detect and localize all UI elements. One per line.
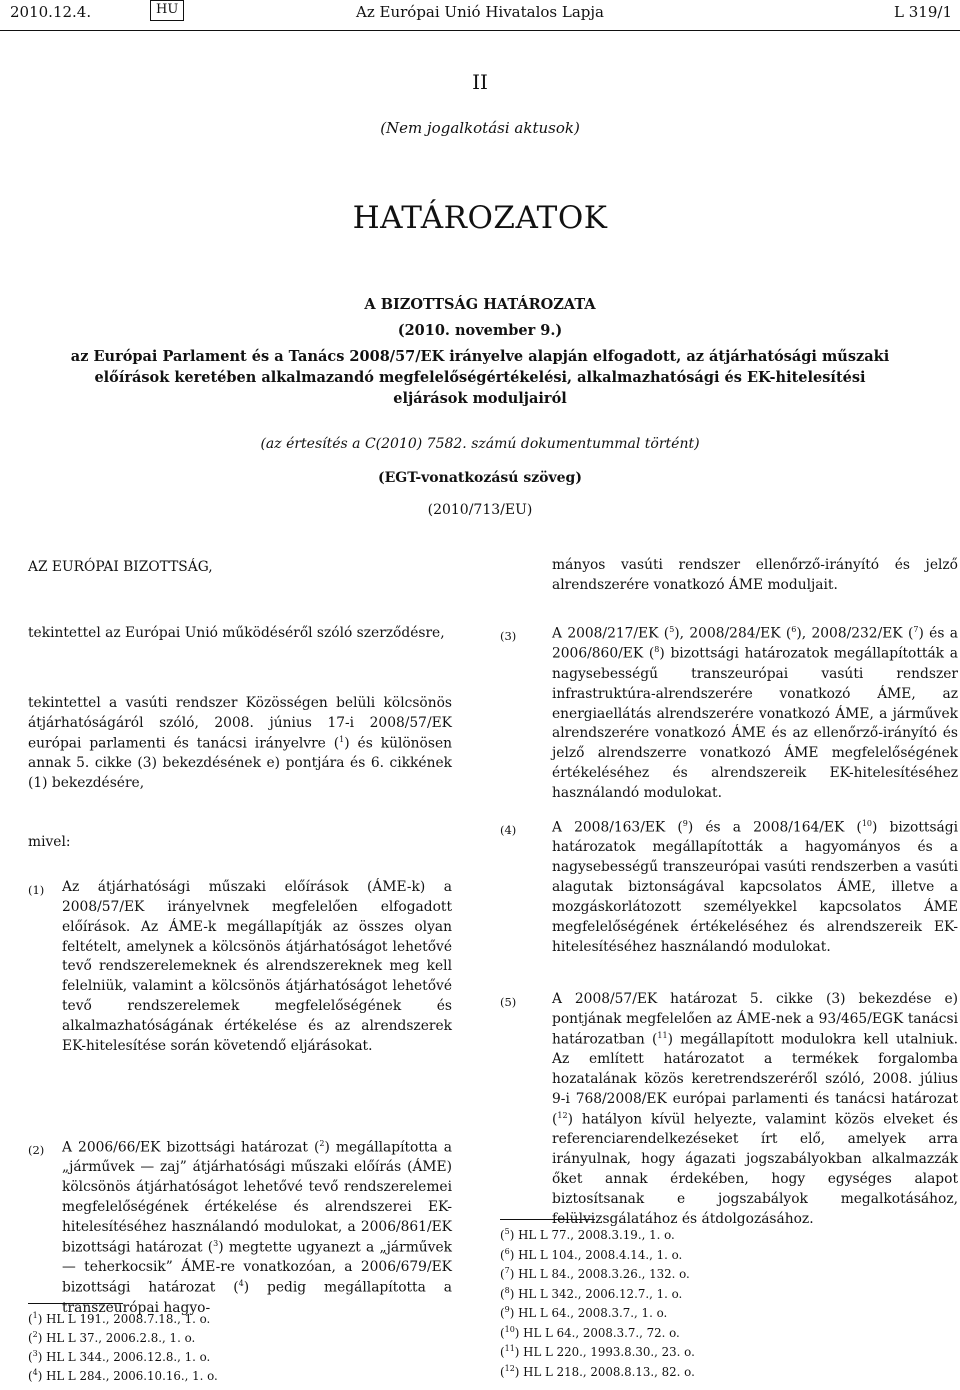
footnote: ($^6$) HL L 104., 2008.4.14., 1. o. xyxy=(500,1246,683,1262)
footnote-text: HL L 64., 2008.3.7., 72. o. xyxy=(523,1325,680,1340)
footnote: ($^8$) HL L 342., 2006.12.7., 1. o. xyxy=(500,1285,683,1301)
recital-3: A 2008/217/EK ($^5$), 2008/284/EK ($^6$), 2008/232/EK ($^7$) és a 2006/860/EK ($^8$) bizottsági határozatok megállapították a nagysebességű transzeurópai vasúti rendszer infrastruktúra-alrendszerére vonatkozó ÁME, az energiaellátás alrendszerére vonatkozó ÁME, a járművek alrendszerére vonatkozó ÁME és az ellenőrző-irányító és jelző alrendszerre vonatkozó ÁME megfelelőségének értékeléséhez és alrendszereik EK-hitelesítéséhez használandó modulokat. xyxy=(552,625,958,802)
whereas-label: mivel: xyxy=(28,834,71,850)
footnote-number: 9 xyxy=(504,1305,510,1314)
footnote-number: 1 xyxy=(32,1311,38,1320)
footnote-text: HL L 104., 2008.4.14., 1. o. xyxy=(518,1247,683,1262)
recital-number: (3) xyxy=(500,629,517,643)
footnote-text: HL L 342., 2006.12.7., 1. o. xyxy=(518,1286,683,1301)
footnote-ref: 10 xyxy=(861,819,872,828)
decision-reference: (2010/713/EU) xyxy=(427,502,533,518)
footnote-ref: 11 xyxy=(657,1030,668,1040)
non-legislative-label: (Nem jogalkotási aktusok) xyxy=(380,119,580,137)
footnote: ($^7$) HL L 84., 2008.3.26., 132. o. xyxy=(500,1266,690,1281)
footnote-number: 4 xyxy=(32,1368,38,1377)
decision-date: (2010. november 9.) xyxy=(397,322,563,339)
recital-2-continuation: mányos vasúti rendszer ellenőrző-irányító és jelző alrendszerére vonatkozó ÁME moduljait. xyxy=(552,557,958,593)
footnote-number: 12 xyxy=(504,1363,515,1373)
footnote: ($^{10}$) HL L 64., 2008.3.7., 72. o. xyxy=(500,1324,680,1340)
recital-number: (4) xyxy=(500,823,517,837)
section-title: HATÁROZATOK xyxy=(352,200,608,236)
part-number: II xyxy=(472,70,488,94)
notification-note: (az értesítés a C(2010) 7582. számú dokumentummal történt) xyxy=(260,436,700,452)
footnote-text: HL L 84., 2008.3.26., 132. o. xyxy=(518,1266,690,1281)
footnote-ref: 2 xyxy=(319,1139,325,1148)
footnote: ($^9$) HL L 64., 2008.3.7., 1. o. xyxy=(500,1305,668,1320)
footnote-number: 2 xyxy=(32,1330,38,1339)
having-regard-directive: tekintettel a vasúti rendszer Közösségen belüli kölcsönös átjárhatóságáról szóló, 2008. június 17-i 2008/57/EK európai parlamenti és tanácsi irányelvre ($^1$) és különösen annak 5. cikke (3) bekezdésének e) pontjára és 6. cikkének (1) bekezdésére, xyxy=(28,695,452,792)
footnote-divider xyxy=(28,1303,123,1304)
footnote-divider xyxy=(500,1219,595,1220)
footnote-number: 10 xyxy=(504,1324,515,1334)
journal-title: Az Európai Unió Hivatalos Lapja xyxy=(356,3,604,21)
commission-heading: AZ EURÓPAI BIZOTTSÁG, xyxy=(28,559,213,575)
recital-2: A 2006/66/EK bizottsági határozat ($^2$) megállapította a „járművek — zaj” átjárhatósági műszaki előírás (ÁME) kölcsönös átjárhatóságot lehetővé tevő rendszerelemei megfelelőségének értékelése és alrendszerei EK-hitelesítéséhez használandó modulokat, a 2006/861/EK bizottsági határozat ($^3$) megtette ugyanezt a „járművek — teherkocsik” ÁME-re vonatkozóan, a 2006/679/EK bizottsági határozat ($^4$) pedig megállapította a transzeurópai hagyo- xyxy=(62,1139,453,1316)
footnote: ($^{11}$) HL L 220., 1993.8.30., 23. o. xyxy=(500,1344,695,1359)
footnote-number: 7 xyxy=(504,1266,510,1275)
footnote-number: 3 xyxy=(32,1349,38,1358)
page-reference: L 319/1 xyxy=(894,3,952,21)
recital-4: A 2008/163/EK ($^9$) és a 2008/164/EK ($^{10}$) bizottsági határozatok megállapították a hagyományos és a nagysebességű transzeurópai vasúti rendszerben a vasúti alagutak biztonságával kapcsolatos ÁME, illetve a mozgáskorlátozott személyekkel kapcsolatos ÁME megfelelőségének értékeléséhez és alrendszereik EK-hitelesítéséhez használandó modulokat. xyxy=(552,819,958,955)
eea-relevance: (EGT-vonatkozású szöveg) xyxy=(378,470,582,486)
footnote-number: 5 xyxy=(504,1227,510,1236)
footnote-text: HL L 37., 2006.2.8., 1. o. xyxy=(46,1330,196,1345)
footnote-text: HL L 191., 2008.7.18., 1. o. xyxy=(46,1311,211,1326)
publication-date: 2010.12.4. xyxy=(10,3,92,21)
footnote: ($^{12}$) HL L 218., 2008.8.13., 82. o. xyxy=(500,1363,695,1379)
footnote-ref: 3 xyxy=(213,1238,219,1248)
footnote-ref: 8 xyxy=(654,645,660,655)
footnote: ($^5$) HL L 77., 2008.3.19., 1. o. xyxy=(500,1227,675,1242)
footnote: ($^3$) HL L 344., 2006.12.8., 1. o. xyxy=(28,1349,211,1364)
footnote-text: HL L 284., 2006.10.16., 1. o. xyxy=(46,1368,218,1383)
footnote-number: 11 xyxy=(504,1344,515,1353)
footnote-ref: 1 xyxy=(339,734,345,744)
footnote-text: HL L 77., 2008.3.19., 1. o. xyxy=(518,1227,675,1242)
recital-1: Az átjárhatósági műszaki előírások (ÁME-k) a 2008/57/EK irányelvnek megfelelően elfogadott előírások. Az ÁME-k megállapítják az összes olyan feltételt, amelynek a kölcsönös átjárhatóságot lehetővé tevő rendszerelemeknek és alrendszereknek meg kell felelniük, valamint a kölcsönös átjárhatóságot lehetővé tevő rendszerelemek megfelelőségének és alkalmazhatóságának értékelése és az alrendszerek EK-hitelesítése során követendő eljárásokat. xyxy=(62,879,452,1054)
footnote-text: HL L 344., 2006.12.8., 1. o. xyxy=(46,1349,211,1364)
footnote-ref: 5 xyxy=(669,625,675,634)
decision-subject: az Európai Parlament és a Tanács 2008/57/EK irányelve alapján elfogadott, az átjárhatósági műszaki előírások keretében alkalmazandó megfelelőségértékelési, alkalmazhatósági és EK-hitelesítési eljárások moduljairól xyxy=(70,348,890,408)
footnote-ref: 12 xyxy=(557,1110,568,1120)
recital-number: (5) xyxy=(500,995,517,1009)
footnote-text: HL L 220., 1993.8.30., 23. o. xyxy=(523,1344,695,1359)
header-divider xyxy=(0,30,960,31)
recital-number: (2) xyxy=(28,1143,45,1157)
footnote: ($^1$) HL L 191., 2008.7.18., 1. o. xyxy=(28,1311,211,1326)
language-badge: HU xyxy=(150,0,184,21)
recital-5: A 2008/57/EK határozat 5. cikke (3) bekezdése e) pontjának megfelelően az ÁME-nek a 93/465/EGK tanácsi határozatban ($^{11}$) megállapított modulokra kell utalniuk. Az említett határozatot a termékek forgalomba hozatalának közös keretrendszeréről szóló, 2008. július 9-i 768/2008/EK európai parlamenti és tanácsi határozat ($^{12}$) hatályon kívül helyezte, valamint közös elveket és referenciarendelkezéseket írt elő, amelyek arra irányulnak, hogy ágazati jogszabályokban alkalmazzák őket annak érdekében, hogy egységes alapot biztosítsanak e jogszabályok megalkotásához, felülvizsgálatához és átdolgozásához. xyxy=(552,991,958,1227)
footnote-ref: 9 xyxy=(682,819,688,828)
footnote-text: HL L 218., 2008.8.13., 82. o. xyxy=(523,1364,695,1379)
decision-title: A BIZOTTSÁG HATÁROZATA xyxy=(364,296,596,313)
footnote-ref: 6 xyxy=(791,625,797,634)
footnote-text: HL L 64., 2008.3.7., 1. o. xyxy=(518,1305,668,1320)
recital-number: (1) xyxy=(28,883,45,897)
footnote-number: 6 xyxy=(504,1246,510,1256)
footnote-ref: 4 xyxy=(238,1279,244,1289)
footnote: ($^4$) HL L 284., 2006.10.16., 1. o. xyxy=(28,1368,218,1383)
footnote-ref: 7 xyxy=(913,625,919,634)
footnote: ($^2$) HL L 37., 2006.2.8., 1. o. xyxy=(28,1330,196,1345)
footnote-number: 8 xyxy=(504,1285,510,1295)
having-regard-treaty: tekintettel az Európai Unió működéséről szóló szerződésre, xyxy=(28,625,445,641)
